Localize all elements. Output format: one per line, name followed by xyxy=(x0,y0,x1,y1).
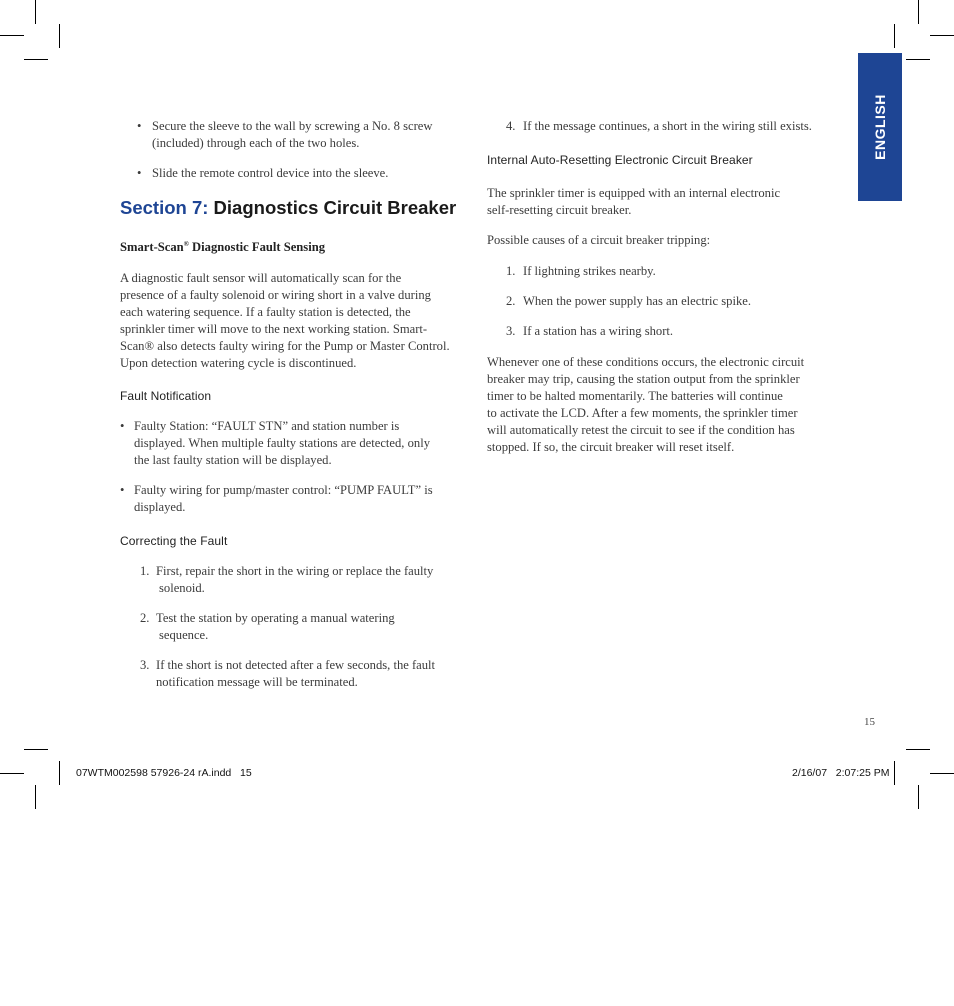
registered-mark: ® xyxy=(183,240,189,248)
paragraph-line: A diagnostic fault sensor will automatically scan for the xyxy=(120,271,402,285)
slug-file-info: 07WTM002598 57926-24 rA.indd 15 xyxy=(76,767,252,779)
correcting-step xyxy=(140,563,470,597)
correcting-step xyxy=(140,657,470,691)
crop-mark xyxy=(0,35,24,36)
paragraph-line: presence of a faulty solenoid or wiring short in a valve during xyxy=(120,288,431,302)
step-line: If the message continues, a short in the wiring still exists. xyxy=(523,119,812,133)
correcting-step-4 xyxy=(506,118,846,135)
bullet-line: Slide the remote control device into the sleeve. xyxy=(152,166,389,180)
crop-mark xyxy=(0,773,24,774)
step-line: notification message will be terminated. xyxy=(156,675,358,689)
paragraph-line: self-resetting circuit breaker. xyxy=(487,203,632,217)
paragraph-line: sprinkler timer will move to the next working station. Smart- xyxy=(120,322,428,336)
paragraph-line: Whenever one of these conditions occurs, the electronic circuit xyxy=(487,355,805,369)
step-line: Test the station by operating a manual watering xyxy=(156,611,395,625)
section-name: Diagnostics Circuit Breaker xyxy=(208,197,457,218)
smart-scan-paragraph xyxy=(120,270,470,372)
cause-item xyxy=(506,293,836,310)
bullet-dot: • xyxy=(137,119,142,133)
paragraph-line: Upon detection watering cycle is discontinued. xyxy=(120,356,357,370)
bullet-dot: • xyxy=(137,166,142,180)
crop-mark xyxy=(906,59,930,60)
section-number: Section 7: xyxy=(120,197,209,218)
step-number: 1. xyxy=(140,564,150,578)
correcting-heading: Correcting the Fault xyxy=(120,534,228,548)
step-number: 2. xyxy=(140,611,150,625)
crop-mark xyxy=(35,785,36,809)
smart-scan-heading-rest: Diagnostic Fault Sensing xyxy=(188,240,326,255)
install-bullet xyxy=(137,165,467,182)
crop-mark xyxy=(894,761,895,785)
paragraph-line: timer to be halted momentarily. The batteries will continue xyxy=(487,389,783,403)
paragraph-line: The sprinkler timer is equipped with an internal electronic xyxy=(487,186,781,200)
crop-mark xyxy=(35,0,36,24)
bullet-line: the last faulty station will be displayed. xyxy=(134,453,332,467)
crop-mark xyxy=(24,749,48,750)
page-number: 15 xyxy=(864,716,875,728)
cause-item xyxy=(506,263,836,280)
crop-mark xyxy=(894,24,895,48)
fault-notification-heading: Fault Notification xyxy=(120,389,212,403)
slug-timestamp: 2/16/07 2:07:25 PM xyxy=(792,767,890,779)
fault-bullet xyxy=(120,418,470,469)
cause-number: 2. xyxy=(506,294,516,308)
step-line: solenoid. xyxy=(159,581,205,595)
crop-mark xyxy=(906,749,930,750)
cause-number: 1. xyxy=(506,264,516,278)
smart-scan-heading-text: Smart-Scan xyxy=(120,240,184,255)
crop-mark xyxy=(930,773,954,774)
bullet-line: (included) through each of the two holes. xyxy=(152,136,360,150)
bullet-dot: • xyxy=(120,419,125,433)
paragraph-line: each watering sequence. If a faulty station is detected, the xyxy=(120,305,411,319)
install-bullet xyxy=(137,118,467,152)
crop-mark xyxy=(59,761,60,785)
paragraph-line: to activate the LCD. After a few moments, the sprinkler timer xyxy=(487,406,798,420)
bullet-line: Secure the sleeve to the wall by screwing a No. 8 screw xyxy=(152,119,433,133)
cause-number: 3. xyxy=(506,324,516,338)
paragraph-line: stopped. If so, the circuit breaker will reset itself. xyxy=(487,440,735,454)
fault-bullet xyxy=(120,482,470,516)
cause-text: If a station has a wiring short. xyxy=(523,324,674,338)
paragraph-line: breaker may trip, causing the station output from the sprinkler xyxy=(487,372,800,386)
step-line: If the short is not detected after a few seconds, the fault xyxy=(156,658,436,672)
cause-text: When the power supply has an electric spike. xyxy=(523,294,752,308)
step-number: 4. xyxy=(506,119,516,133)
correcting-step xyxy=(140,610,470,644)
whenever-paragraph xyxy=(487,354,837,456)
crop-mark xyxy=(918,0,919,24)
paragraph-line: will automatically retest the circuit to see if the condition has xyxy=(487,423,795,437)
crop-mark xyxy=(930,35,954,36)
bullet-dot: • xyxy=(120,483,125,497)
paragraph-line: Scan® also detects faulty wiring for the Pump or Master Control. xyxy=(120,339,450,353)
step-line: First, repair the short in the wiring or replace the faulty xyxy=(156,564,434,578)
breaker-heading: Internal Auto-Resetting Electronic Circuit Breaker xyxy=(487,153,753,167)
smart-scan-heading xyxy=(120,240,325,255)
bullet-line: displayed. xyxy=(134,500,186,514)
section-title xyxy=(120,197,456,219)
crop-mark xyxy=(918,785,919,809)
language-tab xyxy=(858,53,902,201)
step-line: sequence. xyxy=(159,628,209,642)
bullet-line: displayed. When multiple faulty stations are detected, only xyxy=(134,436,430,450)
crop-mark xyxy=(59,24,60,48)
crop-mark xyxy=(24,59,48,60)
breaker-paragraph xyxy=(487,185,837,219)
bullet-line: Faulty wiring for pump/master control: “PUMP FAULT” is xyxy=(134,483,433,497)
bullet-line: Faulty Station: “FAULT STN” and station number is xyxy=(134,419,400,433)
step-number: 3. xyxy=(140,658,150,672)
causes-intro: Possible causes of a circuit breaker tripping: xyxy=(487,233,711,247)
cause-text: If lightning strikes nearby. xyxy=(523,264,656,278)
cause-item xyxy=(506,323,836,340)
language-tab-label: ENGLISH xyxy=(872,94,888,160)
